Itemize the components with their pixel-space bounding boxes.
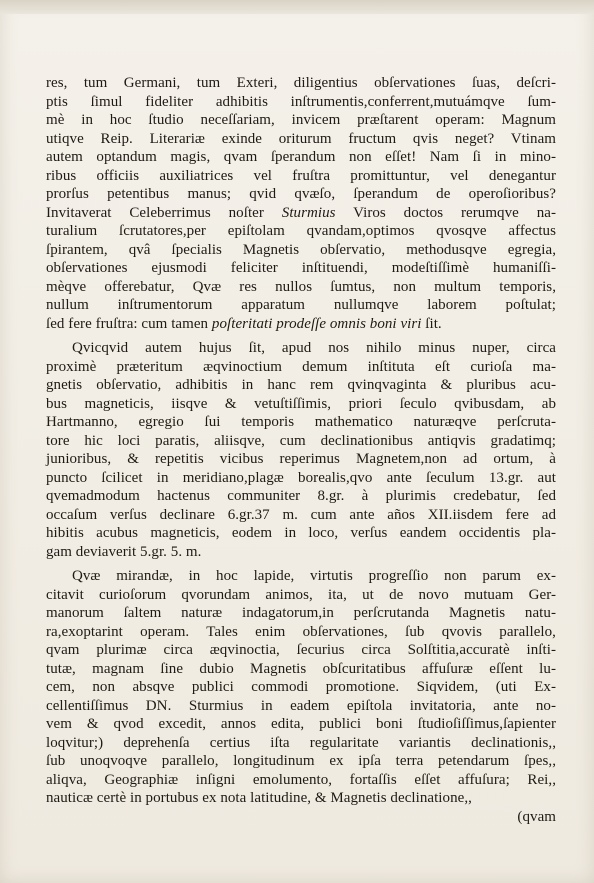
text-line	[46, 623, 556, 642]
text-run: utiqve Reip. Literariæ exinde oriturum fructum qvis neget? Vtinam	[46, 130, 556, 147]
text-line	[46, 604, 556, 623]
text-line	[46, 148, 556, 167]
text-run: ſpirantem, qvâ ſpecialis Magnetis obſervatio, methodusqve egregia,	[46, 241, 556, 258]
text-run: cem, non absqve publici commodi promotione. Siqvidem, (uti Ex-	[46, 679, 556, 695]
page-top-edge	[0, 0, 594, 14]
text-run: ſub unoqvoqve parallelo, longitudinum ex ipſa terra petendarum ſpes,,	[46, 753, 556, 769]
italic-text: Sturmius	[281, 204, 336, 221]
text-line	[46, 715, 556, 734]
text-run: Qvicqvid autem hujus ſit, apud nos nihilo minus nuper, circa	[72, 340, 556, 356]
text-run: mèqve offerebatur, Qvæ res nullos ſumtus, non multum temporis,	[46, 278, 556, 295]
text-line	[46, 641, 556, 660]
text-run: qvemadmodum hactenus communiter 8.gr. à plurimis credebatur, ſed	[46, 488, 556, 504]
text-line	[46, 130, 556, 149]
text-line	[46, 185, 556, 204]
text-line	[46, 278, 556, 297]
text-line	[46, 567, 556, 586]
text-run: ptis ſimul fideliter adhibitis inſtrumentis,conferrent,mutuámqve ſum-	[46, 93, 556, 110]
body-text	[46, 74, 556, 826]
text-line	[46, 697, 556, 716]
paragraph	[46, 567, 556, 808]
text-run: ra,exoptarint operam. Tales enim obſervationes, ſub qvovis parallelo,	[46, 623, 556, 640]
text-line	[46, 586, 556, 605]
catchword: (qvam	[517, 808, 556, 825]
text-run: mè in hoc ſtudio neceſſariam, invicem præſtarent operam: Magnum	[46, 112, 556, 128]
text-run: tutæ, magnam ſine dubio Magnetis obſcuritatibus affuſuræ eſſent lu-	[46, 660, 556, 677]
text-line	[46, 111, 556, 130]
text-run: obſervationes ejusmodi feliciter inſtituendi, modeſtiſſimè humaniſſi-	[46, 260, 556, 276]
text-run: tore hic loci paratis, aliisqve, cum declinationibus antiqvis gradatimq;	[46, 432, 556, 449]
text-line	[46, 315, 556, 334]
text-run: ſit.	[421, 315, 442, 332]
text-line	[46, 413, 556, 432]
text-run: occaſum verſus declinare 6.gr.37 m. cum ante años XII.iisdem fere ad	[46, 506, 556, 523]
text-line	[46, 167, 556, 186]
text-run: qvam plurimæ circa æqvinoctia, ſecurius circa Solſtitia,accuratè inſti-	[46, 642, 556, 658]
text-run: prorſus petentibus manus; qvid qvæſo, ſperandum de operoſioribus?	[46, 186, 556, 202]
text-run: gnetis obſervatio, adhibitis in hanc rem qvinqvaginta & pluribus acu-	[46, 377, 556, 393]
text-run: ſed fere fruſtra: cum tamen	[46, 315, 212, 332]
text-line	[46, 506, 556, 525]
text-run: junioribus, & repetitis vicibus reperimus Magnetem,non ad ortum, à	[46, 451, 556, 467]
text-run: bus magneticis, iisqve & vetuſtiſſimis, priori ſeculo qvibusdam, ab	[46, 395, 556, 412]
italic-text: poſteritati prodeſſe omnis boni viri	[211, 315, 422, 332]
text-line	[46, 259, 556, 278]
text-line	[46, 734, 556, 753]
text-line	[46, 450, 556, 469]
text-run: nauticæ certè in portubus ex nota latitudine, & Magnetis declinatione,,	[46, 790, 472, 806]
text-line	[46, 395, 556, 414]
text-line	[46, 358, 556, 377]
text-run: loqvitur;) deprehenſa certius iſta regularitate variantis declinationis,,	[46, 734, 556, 751]
text-run: cellentiſſimus DN. Sturmius in eadem epiſtola invitatoria, ante no-	[46, 697, 556, 714]
text-line	[46, 660, 556, 679]
paragraph	[46, 74, 556, 333]
text-line	[46, 204, 556, 223]
text-line	[46, 752, 556, 771]
text-run: Invitaverat Celeberrimus noſter	[46, 204, 282, 221]
text-run: Hartmanno, egregio ſui temporis mathematico naturæqve perſcruta-	[46, 414, 556, 430]
text-run: ribus officiis auxiliatrices vel fruſtra promittuntur, vel denegantur	[46, 167, 556, 184]
text-run: res, tum Germani, tum Exteri, diligentius obſervationes ſuas, deſcri-	[46, 75, 556, 91]
text-line	[46, 524, 556, 543]
text-run: hibitis acubus magneticis, eodem in loco, verſus eandem occidentis pla-	[46, 525, 556, 541]
text-line	[46, 678, 556, 697]
text-line	[46, 771, 556, 790]
text-line	[46, 93, 556, 112]
text-line	[46, 469, 556, 488]
text-run: vem & qvod excedit, annos edita, publici boni ſtudioſiſſimus,ſapienter	[46, 716, 556, 732]
text-line	[46, 543, 556, 562]
text-line	[46, 296, 556, 315]
text-line	[46, 376, 556, 395]
text-run: proximè præteritum æqvinoctium demum inſtituta eſt curioſa ma-	[46, 358, 556, 375]
text-run: autem optandum magis, qvam ſperandum non eſſet! Nam ſi in mino-	[46, 149, 556, 165]
text-line	[46, 789, 556, 808]
text-run: puncto ſcilicet in meridiano,plagæ borealis,qvo ante ſeculum 13.gr. aut	[46, 469, 556, 486]
text-run: aliqva, Geographiæ inſigni emolumento, fortaſſis eſſet affuſura; Rei,,	[46, 771, 556, 788]
text-run: Viros doctos rerumqve na-	[335, 204, 556, 221]
text-run: nullum inſtrumentorum apparatum nullumqve laborem poſtulat;	[46, 297, 556, 313]
text-line	[46, 241, 556, 260]
text-run: gam deviaverit 5.gr. 5. m.	[46, 543, 202, 560]
text-line	[46, 487, 556, 506]
paragraph	[46, 339, 556, 561]
text-line	[46, 432, 556, 451]
text-run: turalium ſcrutatores,per epiſtolam qvandam,optimos qvosqve affectus	[46, 223, 556, 239]
text-run: manorum ſaltem naturæ indagatorum,in perſcrutanda Magnetis natu-	[46, 605, 556, 621]
text-run: Qvæ mirandæ, in hoc lapide, virtutis progreſſio non parum ex-	[72, 568, 556, 584]
text-run: citavit curioſorum qvorundam animos, ita, ut de novo mutuam Ger-	[46, 586, 556, 603]
text-line	[46, 222, 556, 241]
text-line	[46, 339, 556, 358]
text-line	[46, 74, 556, 93]
